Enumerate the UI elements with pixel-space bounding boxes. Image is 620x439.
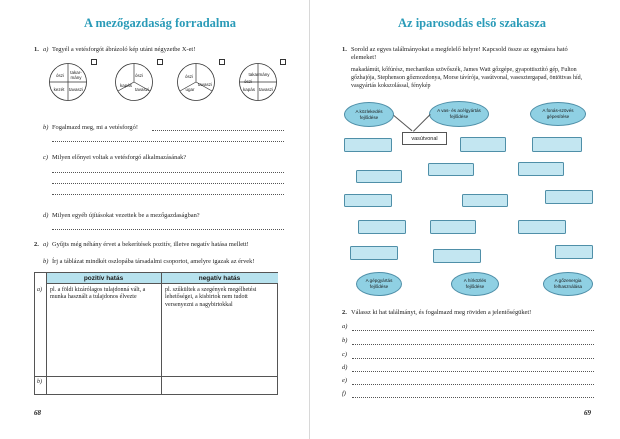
answer-box-15[interactable] — [555, 245, 593, 259]
table-header-negative: negatív hatás — [161, 273, 278, 284]
pie3-label-1: ószi — [184, 74, 193, 79]
r-q2-number: 2. — [342, 309, 347, 316]
q1b-text: Fogalmazd meg, mi a vetésforgó! — [52, 124, 138, 131]
answer-box-3[interactable] — [532, 137, 582, 152]
pie4-label-1: takarmány — [248, 72, 270, 77]
pie4-label-4: tavaszi — [258, 87, 273, 92]
q1c-text: Milyen előnyei voltak a vetésforgó alkalmazásának? — [52, 154, 187, 161]
answer-box-14[interactable] — [433, 249, 481, 263]
pie2-label-2: kapás — [119, 83, 132, 88]
r-q2-label-a: a) — [342, 323, 348, 330]
pie2-checkbox[interactable] — [157, 59, 163, 65]
q2a-text: Gyűjts még néhány érvet a bekerítések pozitív, illetve negatív hatása mellett! — [52, 241, 249, 248]
pie1-checkbox[interactable] — [91, 59, 97, 65]
q2a-prefix: a) — [43, 241, 49, 248]
connector-2 — [413, 114, 431, 132]
oval-machine-building: A gépgyártás fejlődése — [356, 272, 402, 296]
table-row-divider — [35, 376, 278, 377]
answer-box-13[interactable] — [350, 246, 398, 260]
oval-steam-power: A gőzenergia felhasználása — [543, 272, 593, 296]
r-q2-line-b[interactable] — [352, 344, 594, 345]
answer-box-5[interactable] — [428, 163, 474, 176]
answer-box-10[interactable] — [358, 220, 406, 234]
answer-box-8[interactable] — [462, 194, 508, 207]
answer-box-1[interactable] — [344, 138, 392, 152]
pie3-checkbox[interactable] — [219, 59, 225, 65]
q1-number: 1. — [34, 46, 39, 53]
rotation-pie-2 — [114, 62, 154, 102]
pie1-label-2: takar- mány — [70, 70, 82, 80]
table-header-positive: pozitív hatás — [46, 273, 161, 284]
table-row-a-negative: pl. szűkültek a szegények megélhetési lehetőségei, a kisbirtok nem tudott versenyezni a nagybirtokkal — [165, 287, 257, 308]
q1b-answer-line-2[interactable] — [52, 141, 284, 142]
r-q2-line-a[interactable] — [352, 330, 594, 331]
oval-iron-steel: A vas- és acélgyártás fejlődése — [429, 101, 489, 127]
q1d-text: Milyen egyéb újításokat vezettek be a mezőgazdaságban? — [52, 212, 200, 219]
left-page-title: A mezőgazdaság forradalma — [84, 16, 237, 30]
rotation-pie-4 — [238, 62, 278, 102]
pie1-label-3: kezét — [53, 87, 65, 92]
r-q2-line-d[interactable] — [352, 371, 594, 372]
q1a-prefix: a) — [43, 46, 49, 53]
answer-box-12[interactable] — [518, 220, 566, 234]
q1c-answer-line-3[interactable] — [52, 194, 284, 195]
oval-spinning-weaving: A fonás-szövés gépesítése — [530, 102, 586, 126]
answer-box-4[interactable] — [356, 170, 402, 183]
r-q2-line-f[interactable] — [352, 397, 594, 398]
pie2-label-3: tavaszi — [134, 87, 149, 92]
pie3-label-3: tavaszi — [197, 82, 212, 87]
r-q2-label-c: c) — [342, 351, 347, 358]
q2-number: 2. — [34, 241, 39, 248]
r-q2-label-d: d) — [342, 364, 348, 371]
q1c-answer-line-1[interactable] — [52, 172, 284, 173]
r-q2-text: Válassz ki hat találmányt, és fogalmazd meg röviden a jelentőségüket! — [351, 309, 532, 316]
left-page-number: 68 — [34, 409, 41, 417]
r-q2-line-e[interactable] — [352, 384, 594, 385]
example-box-railway: vasútvonal — [402, 132, 447, 145]
r-q2-label-e: e) — [342, 377, 347, 384]
pie4-checkbox[interactable] — [280, 59, 286, 65]
pie1-label-1: ószi — [55, 73, 64, 78]
pie2-label-1: ószi — [134, 73, 143, 78]
connector-1 — [393, 115, 412, 131]
r-q2-label-b: b) — [342, 337, 348, 344]
q2b-text: Írj a táblázat mindkét oszlopába társadalmi csoportot, amelyre igazak az érvek! — [52, 258, 255, 265]
answer-box-7[interactable] — [344, 194, 392, 207]
r-q2-label-f: f) — [342, 390, 346, 397]
oval-transport: A közlekedés fejlődése — [344, 102, 394, 127]
table-row-b-label: b) — [37, 379, 42, 385]
right-page-title: Az iparosodás első szakasza — [398, 16, 547, 30]
rotation-pie-1 — [48, 62, 88, 102]
oval-communication: A hírközlés fejlődése — [451, 272, 499, 296]
answer-box-9[interactable] — [545, 190, 593, 204]
q1c-prefix: c) — [43, 154, 48, 161]
q1d-answer-line-1[interactable] — [52, 229, 284, 230]
q1d-prefix: d) — [43, 212, 49, 219]
pie4-label-3: kapás — [242, 87, 255, 92]
pie1-label-4: tavaszi — [68, 87, 83, 92]
right-page-number: 69 — [584, 409, 591, 417]
q1c-answer-line-2[interactable] — [52, 183, 284, 184]
q1a-text: Tegyél a vetésforgót ábrázoló kép utáni négyzetbe X-et! — [52, 46, 196, 53]
r-q1-word-list: makadámút, kőfúrész, mechanikus szövőszék, James Watt gőzgépe, gyapottisztító gép, Fulton gőzhajója, Stephenson gőzmozdonya, Morse távírója, vasútvonal, vasesztergapad, öntöttvas híd, vasgyártás kokszolással, fénykép — [351, 67, 583, 90]
effects-table — [34, 272, 278, 395]
rotation-pie-3 — [176, 62, 216, 102]
q1b-answer-line-1[interactable] — [152, 130, 284, 131]
pie4-label-2: ószi — [243, 79, 252, 84]
r-q1-number: 1. — [342, 46, 347, 53]
r-q2-line-c[interactable] — [352, 358, 594, 359]
q1b-prefix: b) — [43, 124, 49, 131]
right-page — [310, 0, 620, 439]
answer-box-2[interactable] — [460, 137, 506, 152]
table-row-a-positive: pl. a földi kizárólagos tulajdonná vált, a munka használt a tulajdonos élvezte — [50, 287, 146, 301]
r-q1-text: Sorold az egyes találmányokat a megfelelő helyre! Kapcsold össze az egymásra ható elemeket! — [351, 46, 568, 62]
pie3-label-2: ugar — [185, 87, 195, 92]
answer-box-11[interactable] — [430, 220, 476, 234]
table-row-a-label: a) — [37, 287, 42, 293]
answer-box-6[interactable] — [518, 162, 564, 176]
q2b-prefix: b) — [43, 258, 49, 265]
